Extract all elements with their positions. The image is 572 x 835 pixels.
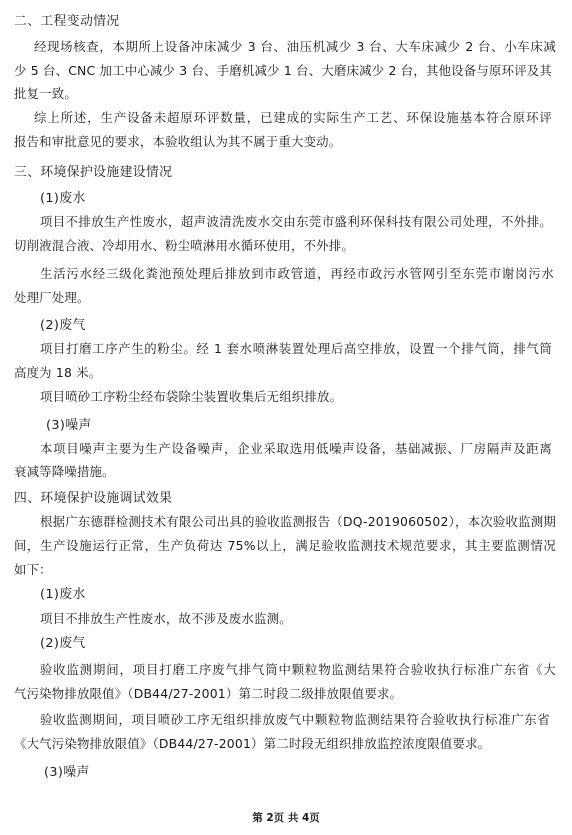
paragraph-line: 《大气污染物排放限值》（DB44/27-2001）第二时段无组织排放监控浓度限值要求。 <box>14 736 491 751</box>
paragraph-line: 少 5 台、CNC 加工中心减少 3 台、手磨机减少 1 台、大磨床减少 2 台，其他设备与原环评及其 <box>14 63 552 78</box>
paragraph-line: 项目不排放生产性废水，超声波清洗废水交由东莞市盛利环保科技有限公司处理，不外排。 <box>40 214 552 229</box>
paragraph-line: 项目喷砂工序粉尘经布袋除尘装置收集后无组织排放。 <box>40 389 343 404</box>
paragraph-line: 经现场核查，本期所上设备冲床减少 3 台、油压机减少 3 台、大车床减少 2 台、小车床减 <box>34 39 556 54</box>
subheading-exhaust-monitoring: (2)废气 <box>40 636 86 651</box>
subheading-wastewater-monitoring: (1)废水 <box>40 587 86 602</box>
subheading-noise: (3)噪声 <box>46 418 92 433</box>
paragraph-line: 批复一致。 <box>14 86 77 101</box>
subheading-wastewater: (1)废水 <box>40 191 86 206</box>
section-heading-project-changes: 二、工程变动情况 <box>14 14 120 29</box>
paragraph-line: 综上所述，生产设备未超原环评数量，已建成的实际生产工艺、环保设施基本符合原环评 <box>34 110 552 125</box>
paragraph-line: 项目打磨工序产生的粉尘。经 1 套水喷淋装置处理后高空排放，设置一个排气筒，排气筒 <box>40 341 552 356</box>
paragraph-line: 报告和审批意见的要求，本验收组认为其不属于重大变动。 <box>14 134 342 149</box>
section-heading-env-facilities: 三、环境保护设施建设情况 <box>14 165 173 180</box>
paragraph-line: 切削液混合液、冷却用水、粉尘喷淋用水循环使用，不外排。 <box>14 238 354 253</box>
paragraph-line: 验收监测期间，项目喷砂工序无组织排放废气中颗粒物监测结果符合验收执行标准广东省 <box>40 712 550 727</box>
paragraph-line: 项目不排放生产性废水，故不涉及废水监测。 <box>40 611 292 626</box>
paragraph-line: 处理厂处理。 <box>14 290 90 305</box>
paragraph-line: 生活污水经三级化粪池预处理后排放到市政管道，再经市政污水管网引至东莞市谢岗污水 <box>40 266 554 281</box>
subheading-exhaust: (2)废气 <box>40 318 86 333</box>
paragraph-line: 本项目噪声主要为生产设备噪声，企业采取选用低噪声设备，基础减振、厂房隔声及距离 <box>40 441 552 456</box>
paragraph-line: 根据广东德群检测技术有限公司出具的验收监测报告（DQ-2019060502），本次验收监测期 <box>40 514 556 529</box>
page-number-footer: 第 2页 共 4页 <box>252 812 320 824</box>
section-heading-commissioning-results: 四、环境保护设施调试效果 <box>14 491 173 506</box>
paragraph-line: 如下： <box>14 562 52 577</box>
paragraph-line: 衰减等降噪措施。 <box>14 464 115 479</box>
paragraph-line: 间，生产设施运行正常，生产负荷达 75%以上，满足验收监测技术规范要求，其主要监测情况 <box>14 538 556 553</box>
paragraph-line: 气污染物排放限值》（DB44/27-2001）第二时段二级排放限值要求。 <box>14 686 403 701</box>
subheading-noise-monitoring: (3)噪声 <box>44 765 90 780</box>
paragraph-line: 验收监测期间，项目打磨工序废气排气筒中颗粒物监测结果符合验收执行标准广东省《大 <box>40 662 556 677</box>
paragraph-line: 高度为 18 米。 <box>14 365 102 380</box>
